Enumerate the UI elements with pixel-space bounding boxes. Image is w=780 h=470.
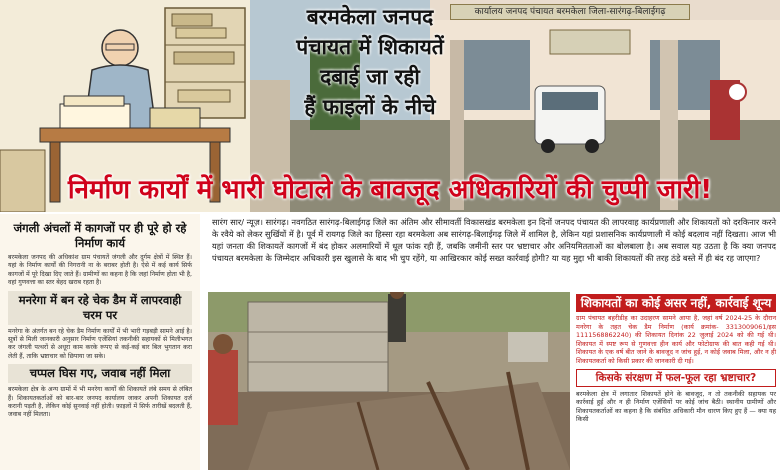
office-signboard: कार्यालय जनपद पंचायत बरमकेला जिला-सारंगढ़-बिलाईगढ़ xyxy=(450,4,690,20)
right-paragraph: बरमकेला क्षेत्र में लगातार शिकायतें होने के बावजूद, न तो तकनीकी सहायक पर कार्रवाई हुई और न ही निर्माण एजेंसियों पर कोई जांच बैठी। स्थानीय ग्रामीणों और शिकायतकर्ताओं का कहना है कि संबंधित अधिकारी मौन धारण किए हुए हैं — क्या यह किसी xyxy=(576,389,776,424)
left-sidebar-column xyxy=(0,214,200,470)
hero-banner xyxy=(0,0,780,212)
left-paragraph: मनरेगा के अंतर्गत बन रहे चेक डैम निर्माण कार्यों में भी भारी गड़बड़ी सामने आई है। सूत्रों से मिली जानकारी अनुसार निर्माण एजेंसियां तकनीकी सहायकों से मिलीभगत कर जंगली पत्थरों से अधूरा काम करके रूपए से कई-कई बार बिल भुगतान करा लेती हैं, ताकि भ्रष्टाचार को छिपाया जा सके। xyxy=(8,327,192,360)
hero-title-line: हैं फाइलों के नीचे xyxy=(304,95,436,119)
intro-paragraph: सारंग सार/ न्यूज़। सारंगढ़। नवगठित सारंगढ़-बिलाईगढ़ जिले का अंतिम और सीमावर्ती विकासखंड बरमकेला इन दिनों जनपद पंचायत की लापरवाह कार्यप्रणाली और शिकायतों को दरकिनार करने के रवैये को लेकर सुर्खियों में है। पूर्व में रायगढ़ जिले का हिस्सा रहा बरमकेला अब सारंगढ़-बिलाईगढ़ जिले में शामिल है, लेकिन यहां प्रशासनिक कार्यप्रणाली में कोई बदलाव नहीं दिखता। आज भी यहां जनता की शिकायतें कागजों में बंद होकर अलमारियों में धूल फांक रही हैं, जबकि जमीनी स्तर पर भ्रष्टाचार और अनियमितताओं का बोलबाला है। अब सवाल यह उठता है कि क्या जनपद पंचायत बरमकेला के जिम्मेदार अधिकारी इस खुलासे के बाद भी चुप रहेंगे, या आखिरकार कोई सख्त कार्रवाई होगी? या यह मुद्दा भी बाकी शिकायतों की तरह ठंडे बस्ते में ही बंद रह जाएगा? xyxy=(212,217,776,263)
right-subheading-boxed: किसके संरक्षण में फल-फूल रहा भ्रष्टाचार? xyxy=(576,369,776,387)
hero-title xyxy=(255,2,485,122)
main-headline: निर्माण कार्यों में भारी घोटाले के बावजूद अधिकारियों की चुप्पी जारी! xyxy=(67,175,713,205)
left-paragraph: बरमकेला जनपद की अधिकांश ग्राम पंचायतें जंगली और दुर्गम क्षेत्रों में स्थित हैं। यहां के निर्माण कार्यों की निगरानी ना के बराबर होती है। ऐसे में कई कार्य सिर्फ कागजों में पूरे दिखा दिए जाते हैं। ग्रामीणों का कहना है कि जहां निर्माण होता भी है, वहां गुणवत्ता का स्तर बेहद खराब रहता है। xyxy=(8,254,192,287)
check-dam-construction-photo xyxy=(208,292,570,470)
hero-title-line: बरमकेला जनपद xyxy=(306,5,434,29)
hero-title-line: दबाई जा रही xyxy=(320,65,420,89)
left-subheading: चप्पल घिस गए, जवाब नहीं मिला xyxy=(8,364,192,383)
right-column xyxy=(572,292,780,470)
headline-bar xyxy=(0,168,780,208)
left-subheading: जंगली अंचलों में कागजों पर ही पूरे हो रहे निर्माण कार्य xyxy=(13,221,187,250)
right-paragraph: ग्राम पंचायत बहरीडीह का उदाहरण सामने आया है, जहां वर्ष 2024-25 के दौरान मनरेगा के तहत चेक डैम निर्माण (कार्य क्रमांक- 3313009061/इस 1111568862240) की शिकायत दिनांक 22 जुलाई 2024 को की गई थी। शिकायत में स्पष्ट रूप से गुणवत्ता हीन कार्य और फोटोग्राफ की बात कही गई थी। शिकायत के एक वर्ष बीत जाने के बावजूद न जांच हुई, न कोई जवाब मिला, और न ही शिकायतकर्ता को किसी प्रकार की जानकारी दी गई। xyxy=(576,314,776,365)
check-dam-photo xyxy=(208,292,570,470)
left-subheading: मनरेगा में बन रहे चेक डैम में लापरवाही चरम पर xyxy=(8,291,192,325)
hero-title-line: पंचायत में शिकायतें xyxy=(296,35,444,59)
left-paragraph: बरमकेला क्षेत्र के अन्य ग्रामों में भी मनरेगा कार्यों की शिकायतें लंबे समय से लंबित हैं। शिकायतकर्ताओं को बार-बार जनपद कार्यालय जाकर अपनी शिकायत दर्ज करानी पड़ती है, लेकिन कोई सुनवाई नहीं होती। फ़ाइलों में सिर्फ तारीखें बदलती हैं, जवाब नहीं मिलता। xyxy=(8,386,192,419)
right-subheading-red: शिकायतों का कोई असर नहीं, कार्रवाई शून्य xyxy=(576,294,776,312)
